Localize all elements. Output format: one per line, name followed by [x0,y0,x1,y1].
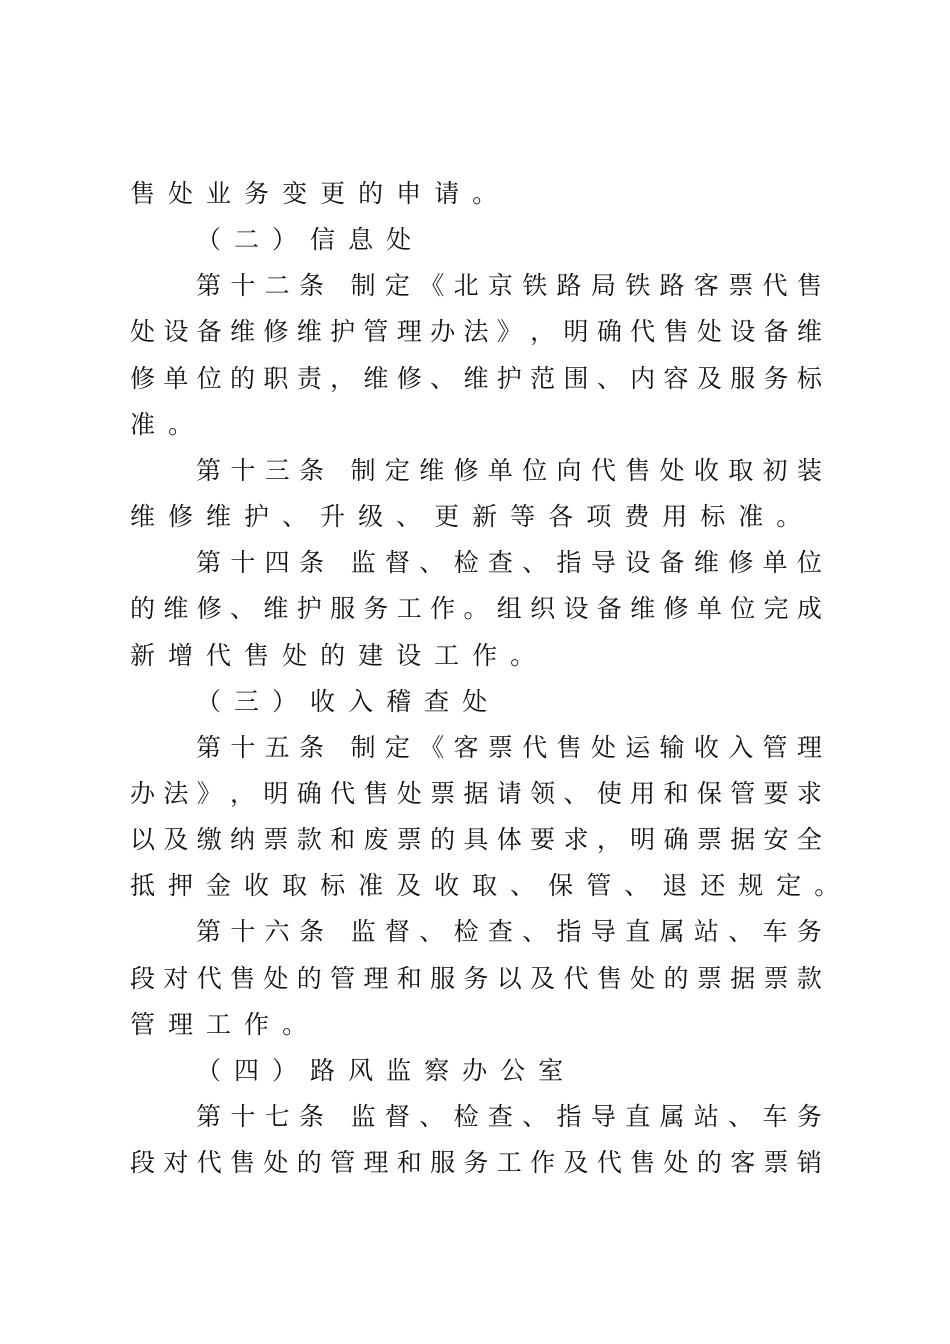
text-line: 第 十 七 条 监 督 、 检 查 、 指 导 直 属 站 、 车 务 [196,1102,822,1131]
text-line: 售 处 业 务 变 更 的 申 请 。 [130,179,498,208]
text-line: 以 及 缴 纳 票 款 和 废 票 的 具 体 要 求 ， 明 确 票 据 安 全 [130,825,822,854]
text-line: 抵 押 金 收 取 标 准 及 收 取 、 保 管 、 退 还 规 定 。 [130,871,840,900]
text-line: 办 法 》 ， 明 确 代 售 处 票 据 请 领 、 使 用 和 保 管 要 求 [130,779,822,808]
text-line: （ 三 ） 收 入 稽 查 处 [196,687,488,716]
text-line: 段 对 代 售 处 的 管 理 和 服 务 以 及 代 售 处 的 票 据 票 款 [130,964,822,993]
text-line: 第 十 五 条 制 定 《 客 票 代 售 处 运 输 收 入 管 理 [196,733,822,762]
text-line: 修 单 位 的 职 责 ， 维 修 、 维 护 范 围 、 内 容 及 服 务 标 [130,364,822,393]
text-line: 处 设 备 维 修 维 护 管 理 办 法 》 ， 明 确 代 售 处 设 备 维 [130,317,822,346]
text-line: 第 十 二 条 制 定 《 北 京 铁 路 局 铁 路 客 票 代 售 [196,271,822,300]
text-line: 段 对 代 售 处 的 管 理 和 服 务 工 作 及 代 售 处 的 客 票 销 [130,1148,822,1177]
text-line: 第 十 四 条 监 督 、 检 查 、 指 导 设 备 维 修 单 位 [196,548,822,577]
text-line: （ 四 ） 路 风 监 察 办 公 室 [196,1056,564,1085]
text-line: 准 。 [130,410,194,439]
text-line: 第 十 三 条 制 定 维 修 单 位 向 代 售 处 收 取 初 装 [196,456,822,485]
text-line: 维 修 维 护 、 升 级 、 更 新 等 各 项 费 用 标 准 。 [130,502,802,531]
text-line: 新 增 代 售 处 的 建 设 工 作 。 [130,641,536,670]
text-line: 第 十 六 条 监 督 、 检 查 、 指 导 直 属 站 、 车 务 [196,917,822,946]
text-line: 的 维 修 、 维 护 服 务 工 作 。 组 织 设 备 维 修 单 位 完 成 [130,594,822,623]
text-line: 管 理 工 作 。 [130,1010,308,1039]
text-line: （ 二 ） 信 息 处 [196,225,412,254]
